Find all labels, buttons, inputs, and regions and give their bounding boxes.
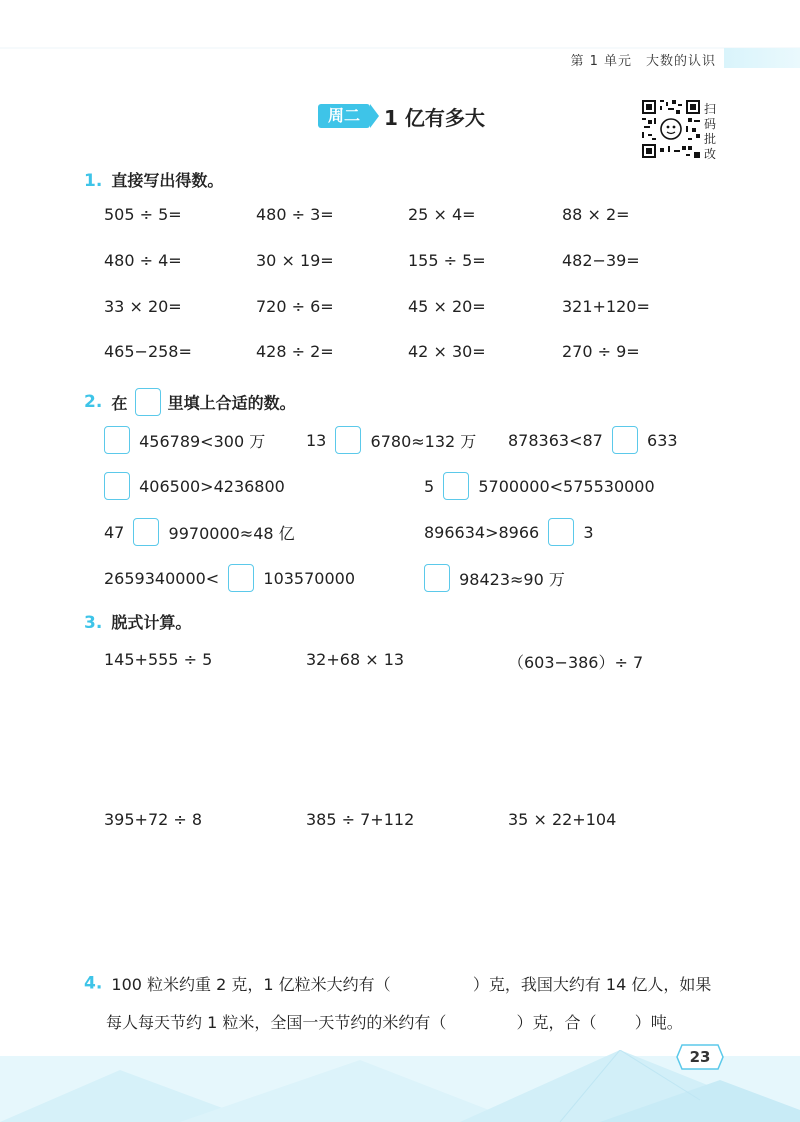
answer-box[interactable] [548, 518, 574, 546]
step-calc-item: 32+68 × 13 [306, 650, 405, 669]
fill-item-e [424, 472, 655, 500]
oral-calc-item: 465−258= [104, 342, 192, 361]
fill-text: 2659340000< [104, 568, 220, 588]
fill-text: 9970000≈48 亿 [168, 523, 295, 543]
oral-calc-item: 45 × 20= [408, 297, 486, 316]
sample-answer-box [135, 388, 161, 416]
oral-calc-item: 270 ÷ 9= [562, 342, 640, 361]
fill-item-d [104, 472, 285, 500]
fill-item-i [424, 564, 565, 592]
step-calc-item: 145+555 ÷ 5 [104, 650, 213, 669]
step-calc-item: 395+72 ÷ 8 [104, 810, 203, 829]
fill-text: 406500>4236800 [139, 476, 285, 496]
fill-text: 6780≈132 万 [370, 431, 477, 451]
word-problem-line-1 [84, 972, 711, 995]
fill-item-a [104, 426, 265, 454]
fill-item-c [508, 426, 678, 454]
fill-item-h [104, 564, 355, 592]
section-number: 1. [84, 171, 103, 191]
oral-calc-item: 505 ÷ 5= [104, 205, 182, 224]
problem-text: 100 粒米约重 2 克，1 亿粒米大约有（ [111, 975, 391, 994]
section-title-after: 里填上合适的数。 [167, 393, 296, 413]
section-title-before: 在 [111, 393, 128, 413]
problem-text: ）克，合（ [516, 1013, 597, 1032]
answer-box[interactable] [335, 426, 361, 454]
step-calc-item: 35 × 22+104 [508, 810, 617, 829]
page-number: 23 [689, 1048, 711, 1066]
oral-calc-item: 720 ÷ 6= [256, 297, 334, 316]
unit-label: 第 1 单元 大数的认识 [570, 54, 716, 69]
fill-text: 896634>8966 [424, 522, 540, 542]
fill-text: 5 [424, 476, 435, 496]
oral-calc-item: 480 ÷ 3= [256, 205, 334, 224]
fill-item-g [424, 518, 594, 546]
fill-text: 98423≈90 万 [459, 569, 565, 589]
fill-text: 103570000 [263, 568, 356, 588]
section-number: 3. [84, 613, 103, 633]
oral-calc-item: 321+120= [562, 297, 650, 316]
fill-item-b [306, 426, 476, 454]
fill-text: 3 [583, 522, 594, 542]
problem-text: ）克，我国大约有 14 亿人，如果 [472, 975, 712, 994]
fill-text: 878363<87 [508, 430, 603, 450]
qr-caption-char: 改 [704, 147, 717, 161]
answer-box[interactable] [443, 472, 469, 500]
qr-caption [704, 102, 718, 162]
fill-text: 5700000<575530000 [478, 476, 655, 496]
qr-caption-char: 码 [704, 117, 717, 131]
section-3-heading [84, 610, 191, 633]
oral-calc-item: 480 ÷ 4= [104, 251, 182, 270]
section-title: 脱式计算。 [111, 613, 192, 632]
page-title: 1 亿有多大 [384, 106, 485, 130]
answer-box[interactable] [612, 426, 638, 454]
answer-box[interactable] [104, 426, 130, 454]
section-title: 直接写出得数。 [111, 171, 224, 190]
oral-calc-item: 30 × 19= [256, 251, 334, 270]
answer-box[interactable] [424, 564, 450, 592]
qr-code-icon [642, 100, 700, 158]
answer-box[interactable] [133, 518, 159, 546]
unit-band [724, 48, 800, 68]
problem-text: ）吨。 [634, 1013, 683, 1032]
oral-calc-item: 428 ÷ 2= [256, 342, 334, 361]
fill-text: 47 [104, 522, 125, 542]
section-number: 2. [84, 392, 103, 412]
oral-calc-item: 482−39= [562, 251, 640, 270]
oral-calc-item: 42 × 30= [408, 342, 486, 361]
section-1-heading [84, 168, 223, 191]
oral-calc-item: 25 × 4= [408, 205, 476, 224]
fill-text: 13 [306, 430, 327, 450]
section-2-heading [84, 388, 296, 416]
weekday-tag: 周二 [318, 104, 370, 128]
answer-box[interactable] [228, 564, 254, 592]
step-calc-item: 385 ÷ 7+112 [306, 810, 415, 829]
section-number: 4. [84, 973, 103, 994]
qr-caption-char: 批 [704, 132, 717, 146]
fill-item-f [104, 518, 295, 546]
fill-text: 633 [647, 430, 678, 450]
fill-text: 456789<300 万 [139, 431, 266, 451]
qr-caption-char: 扫 [704, 102, 717, 116]
oral-calc-item: 155 ÷ 5= [408, 251, 486, 270]
word-problem-line-2 [106, 1010, 683, 1033]
oral-calc-item: 88 × 2= [562, 205, 630, 224]
answer-box[interactable] [104, 472, 130, 500]
step-calc-item: （603−386）÷ 7 [508, 653, 644, 672]
oral-calc-item: 33 × 20= [104, 297, 182, 316]
problem-text: 每人每天节约 1 粒米，全国一天节约的米约有（ [106, 1013, 447, 1032]
